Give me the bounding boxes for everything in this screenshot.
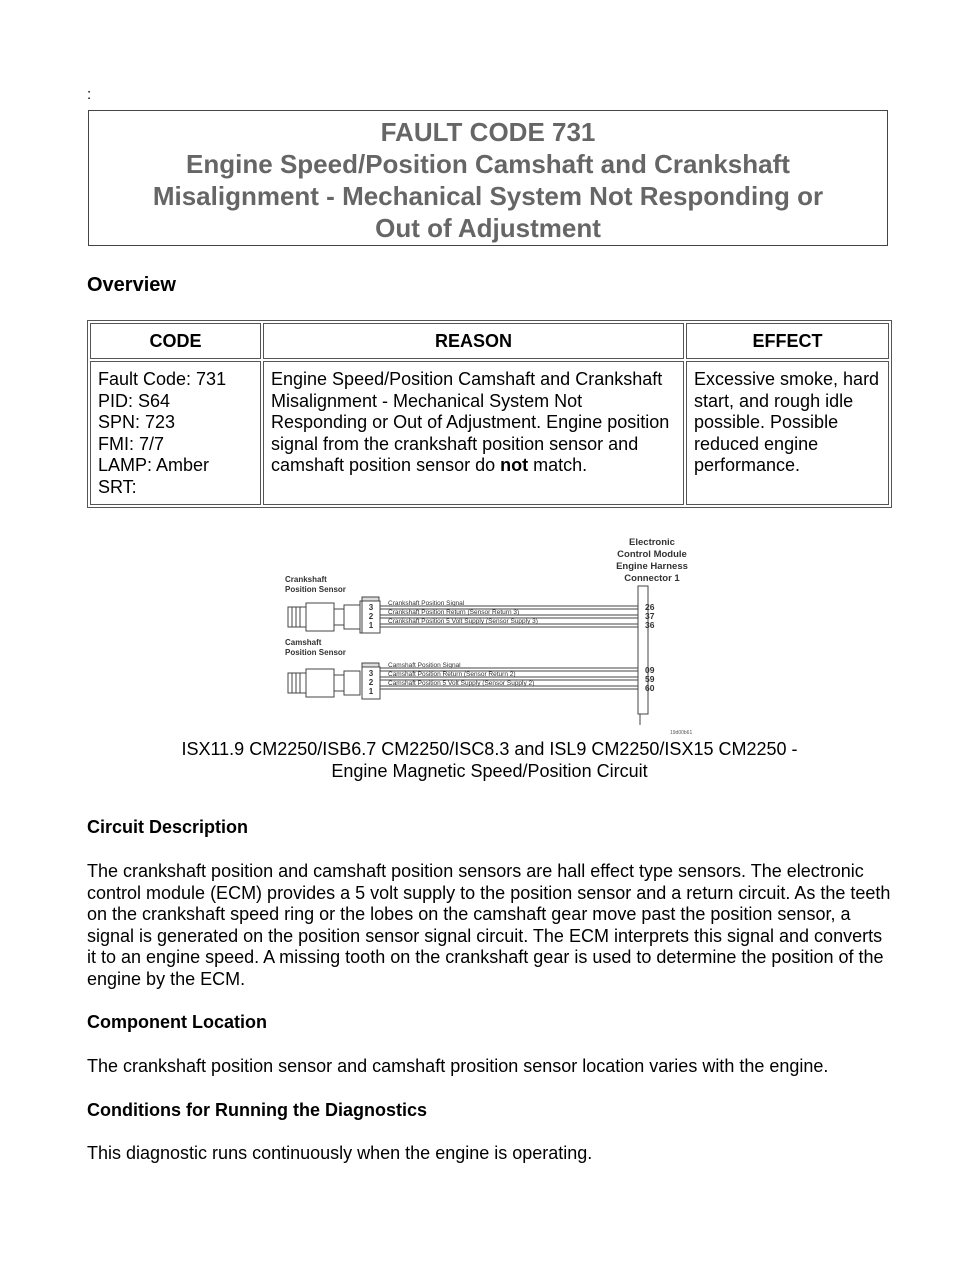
cam-wire-signal: Camshaft Position Signal xyxy=(388,662,461,669)
cam-pin-right-09: 09 xyxy=(645,665,655,675)
cam-pin-right-59: 59 xyxy=(645,674,655,684)
cam-pin-left-3: 3 xyxy=(368,669,374,678)
header-code: CODE xyxy=(90,323,261,359)
crank-pin-left-3: 3 xyxy=(368,603,374,612)
table-row xyxy=(90,361,889,505)
code-line: PID: S64 xyxy=(98,390,171,411)
cam-sensor-label-1: Camshaft xyxy=(285,638,322,647)
diagram-caption xyxy=(87,738,892,782)
cam-wire-supply: Camshaft Position 5 Volt Supply (Sensor Supply 2) xyxy=(388,680,535,687)
crank-pin-left-2: 2 xyxy=(368,612,374,621)
crank-wire-signal: Crankshaft Position Signal xyxy=(388,600,465,607)
crank-wire-return: Crankshaft Position Return (Sensor Return 3) xyxy=(388,609,520,616)
cam-sensor-label-2: Position Sensor xyxy=(285,648,346,657)
crank-pin-left-1: 1 xyxy=(368,621,374,630)
ecm-label-3: Engine Harness xyxy=(616,561,688,572)
header-effect: EFFECT xyxy=(686,323,889,359)
crank-wire-supply: Crankshaft Position 5 Volt Supply (Sensor Supply 3) xyxy=(388,618,538,625)
cam-pin-left-2: 2 xyxy=(368,678,374,687)
conditions-heading: Conditions for Running the Diagnostics xyxy=(87,1100,427,1120)
ecm-label-1: Electronic xyxy=(629,537,675,548)
component-location-text: The crankshaft position sensor and camshaft prosition sensor location varies with the engine. xyxy=(87,1056,829,1076)
reason-text: Engine Speed/Position Camshaft and Crankshaft Misalignment - Mechanical System Not Responding or Out of Adjustment. Engine position signal from the crankshaft position sensor and camshaft position sensor do xyxy=(271,369,670,475)
crank-sensor-label-2: Position Sensor xyxy=(285,585,346,594)
cam-pin-right-60: 60 xyxy=(645,683,655,693)
ecm-label-2: Control Module xyxy=(617,549,687,560)
reason-bold-text: not xyxy=(500,455,529,475)
table-header-row xyxy=(90,323,889,359)
code-cell xyxy=(90,361,261,505)
page-colon: : xyxy=(87,86,92,103)
code-line: SPN: 723 xyxy=(98,412,176,432)
overview-table xyxy=(87,320,892,508)
conditions-text: This diagnostic runs continuously when the engine is operating. xyxy=(87,1143,593,1163)
fault-code-title: FAULT CODE 731 xyxy=(380,117,596,147)
caption-line-2: Engine Magnetic Speed/Position Circuit xyxy=(331,761,648,781)
wiring-diagram xyxy=(280,535,700,735)
reason-text-end: match. xyxy=(528,455,588,475)
effect-cell: Excessive smoke, hard start, and rough idle possible. Possible reduced engine performance. xyxy=(686,361,889,505)
reason-cell xyxy=(263,361,684,505)
crank-pin-right-37: 37 xyxy=(645,611,655,621)
code-line: LAMP: Amber xyxy=(98,455,210,475)
overview-heading: Overview xyxy=(87,274,176,296)
header-reason: REASON xyxy=(263,323,684,359)
fault-code-subtitle-line-1: Engine Speed/Position Camshaft and Crankshaft xyxy=(186,149,790,179)
code-line: SRT: xyxy=(98,476,137,497)
code-line: Fault Code: 731 xyxy=(98,369,227,389)
cam-pin-left-1: 1 xyxy=(368,687,374,696)
crank-pin-right-36: 36 xyxy=(645,620,655,630)
crank-sensor-label-1: Crankshaft xyxy=(285,575,327,584)
circuit-description-heading: Circuit Description xyxy=(87,817,249,837)
fault-code-subtitle-line-3: Out of Adjustment xyxy=(375,213,601,243)
crank-pin-right-26: 26 xyxy=(645,602,655,612)
fault-code-title-box xyxy=(88,110,888,246)
caption-line-1: ISX11.9 CM2250/ISB6.7 CM2250/ISC8.3 and ISL9 CM2250/ISX15 CM2250 - xyxy=(181,739,798,759)
ecm-label-4: Connector 1 xyxy=(624,573,680,584)
circuit-description-text: The crankshaft position and camshaft position sensors are hall effect type sensors. The electronic control module (ECM) provides a 5 volt supply to the position sensor and a return circuit. As the teeth on the crankshaft speed ring or the lobes on the camshaft gear move past the position sensor, a signal is generated on the position sensor signal circuit. The ECM interprets this signal and converts it to an engine speed. A missing tooth on the crankshaft gear is used to determine the position of the engine by the ECM. xyxy=(87,861,891,989)
fault-code-subtitle-line-2: Misalignment - Mechanical System Not Responding or xyxy=(152,181,824,211)
code-line: FMI: 7/7 xyxy=(98,433,165,454)
figure-id: 19d00b61 xyxy=(670,730,693,735)
cam-wire-return: Camshaft Position Return (Sensor Return 2) xyxy=(388,671,516,678)
component-location-heading: Component Location xyxy=(87,1012,267,1032)
